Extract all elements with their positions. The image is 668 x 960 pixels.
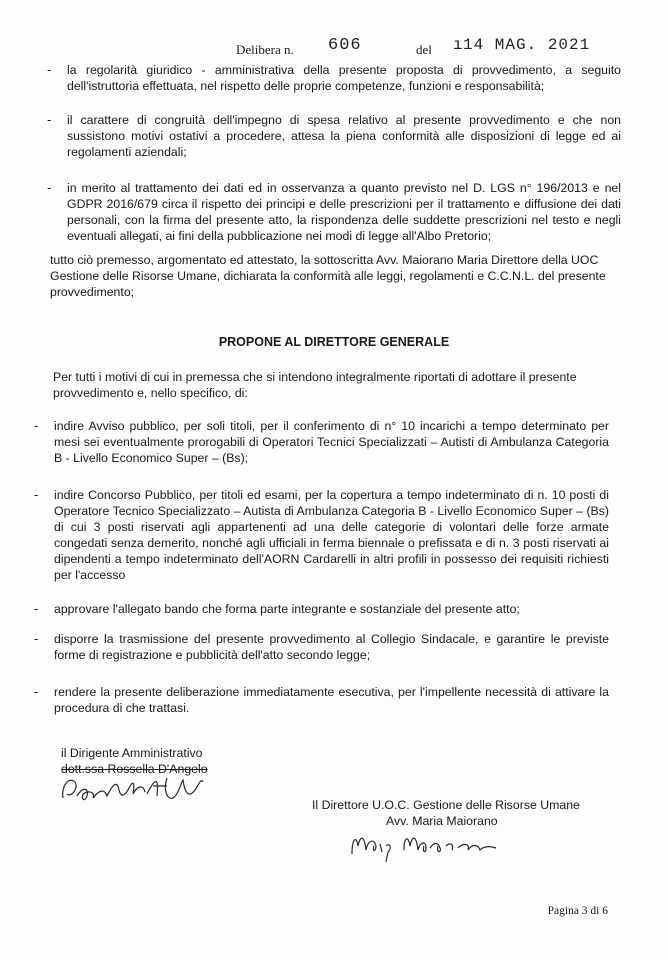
consideration-item: in merito al trattamento dei dati ed in osservanza a quanto previsto nel D. LGS n° 196/2013 e nel GDPR 2016/679 circa il rispetto dei principi e delle prescrizioni per il trattamento e diffusione dei dati personali, con la firma del presente atto, la rispondenza delle suddette prescrizioni nel testo e negli eventuali allegati, ai fini della pubblicazione nei modi di legge all'Albo Pretorio; (67, 181, 621, 243)
proposal-item: approvare l'allegato bando che forma parte integrante e sostanziale del presente atto; (54, 602, 520, 616)
left-handwritten-signature (55, 768, 225, 813)
bullet-dash: - (34, 487, 39, 502)
date-label: del (416, 42, 432, 57)
delibera-number: 606 (328, 36, 362, 55)
bullet-dash: - (47, 62, 52, 77)
consideration-item: la regolarità giuridico - amministrativa della presente proposta di provvedimento, a seguito dell'istruttoria effettuata, nel rispetto delle proprie competenze, funzioni e responsabilità; (67, 63, 621, 93)
right-signatory-role: Il Direttore U.O.C. Gestione delle Risorse Umane (312, 798, 580, 812)
left-signatory-name: dott.ssa Rossella D'Angelo (61, 762, 208, 776)
attestation-paragraph: tutto ciò premesso, argomentato ed attestato, la sottoscritta Avv. Maiorano Maria Direttore della UOC Gestione delle Risorse Umane, dichiarata la conformità alle leggi, regolamenti e C.C.N.L. del presente provvedimento; (50, 253, 606, 299)
page-number: Pagina 3 di 6 (547, 905, 608, 917)
consideration-item: il carattere di congruità dell'impegno di spesa relativo al presente provvedimento e che non sussistono motivi ostativi a procedere, attesa la piena conformità alle disposizioni di legge ed ai regolamenti aziendali; (67, 113, 621, 159)
bullet-dash: - (34, 631, 39, 646)
section-title: PROPONE AL DIRETTORE GENERALE (218, 335, 450, 349)
proposal-item: indire Concorso Pubblico, per titoli ed esami, per la copertura a tempo indeterminato di n. 10 posti di Operatore Tecnico Specializzato – Autista di Ambulanza Categoria B - Livello Economico Super – (Bs) di cui 3 posti riservati agli appartenenti ad una delle categorie di volontari delle forze armate congedati senza demerito, nonché agli ufficiali in ferma biennale o prefissata e di n. 3 posti riservati ai dipendenti a tempo indeterminato dell'AORN Cardarelli in altri profili in possesso dei requisiti richiesti per l'accesso (54, 488, 609, 582)
delibera-label: Delibera n. (236, 42, 294, 57)
bullet-dash: - (34, 601, 39, 616)
bullet-dash: - (34, 418, 39, 433)
date-stamp: 14 MAG. 2021 (463, 36, 591, 54)
bullet-dash: - (47, 180, 52, 195)
proposal-item: indire Avviso pubblico, per soli titoli, per il conferimento di n° 10 incarichi a tempo determinato per mesi sei eventualmente prorogabili di Operatori Tecnici Specializzati – Autisti di Ambulanza Categoria B - Livello Economico Super – (Bs); (54, 419, 609, 465)
right-handwritten-signature (346, 824, 516, 864)
right-signatory-name: Avv. Maria Maiorano (386, 814, 498, 828)
bullet-dash: - (47, 112, 52, 127)
intro-paragraph: Per tutti i motivi di cui in premessa che si intendono integralmente riportati di adottare il presente provvedimento e, nello specifico, di: (53, 370, 577, 400)
date-prefix: ı (453, 36, 464, 54)
bullet-dash: - (34, 684, 39, 699)
left-signatory-role: il Dirigente Amministrativo (61, 746, 203, 760)
proposal-item: disporre la trasmissione del presente provvedimento al Collegio Sindacale, e garantire le previste forme di registrazione e pubblicità dell'atto secondo legge; (54, 632, 609, 662)
proposal-item: rendere la presente deliberazione immediatamente esecutiva, per l'impellente necessità di attivare la procedura di che trattasi. (54, 685, 609, 715)
